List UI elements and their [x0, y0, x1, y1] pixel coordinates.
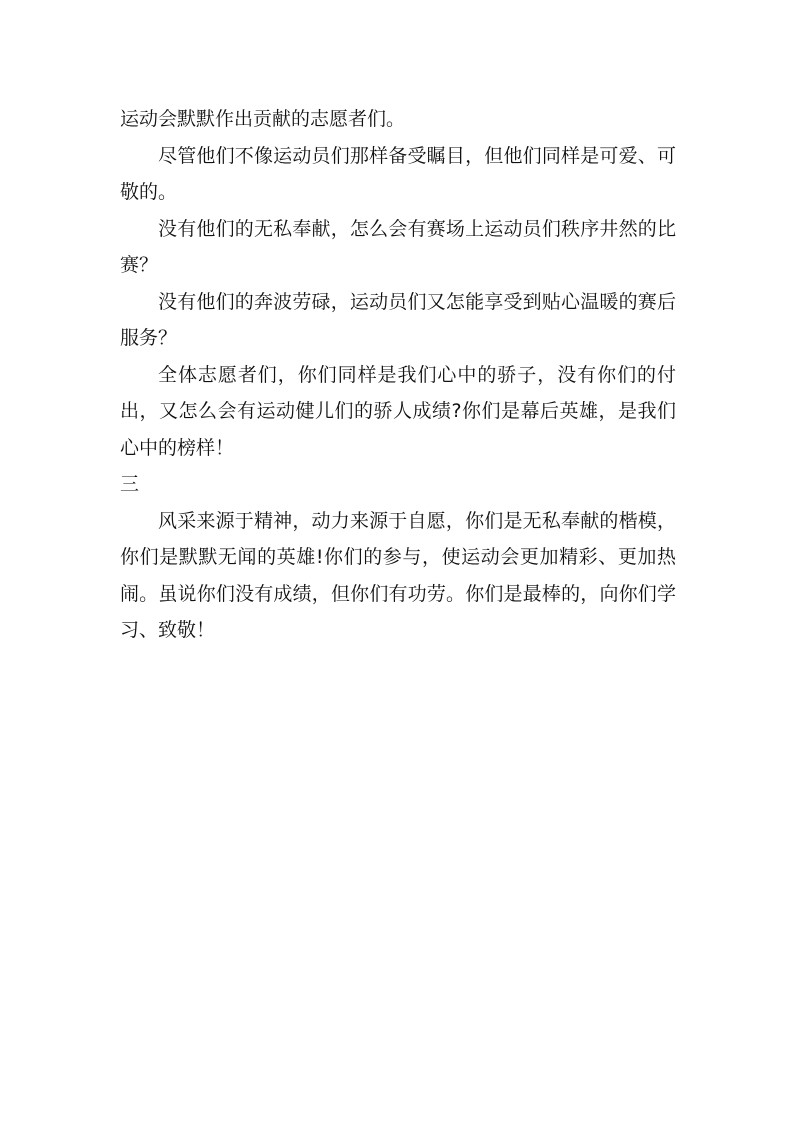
document-body: [120, 101, 676, 649]
paragraph: 没有他们的奔波劳碌，运动员们又怎能享受到贴心温暖的赛后服务？: [120, 290, 676, 349]
section-heading: 三: [120, 473, 140, 495]
paragraph: 尽管他们不像运动员们那样备受瞩目，但他们同样是可爱、可敬的。: [120, 144, 676, 203]
paragraph: 全体志愿者们，你们同样是我们心中的骄子，没有你们的付出，又怎么会有运动健儿们的骄人成绩?你们是幕后英雄，是我们心中的榜样！: [120, 363, 676, 459]
paragraph-continuation: 运动会默默作出贡献的志愿者们。: [120, 108, 406, 130]
paragraph: 没有他们的无私奉献，怎么会有赛场上运动员们秩序井然的比赛？: [120, 217, 676, 276]
paragraph: 风采来源于精神，动力来源于自愿，你们是无私奉献的楷模，你们是默默无闻的英雄!你们的参与，使运动会更加精彩、更加热闹。虽说你们没有成绩，但你们有功劳。你们是最棒的，向你们学习、致敬！: [120, 509, 676, 641]
